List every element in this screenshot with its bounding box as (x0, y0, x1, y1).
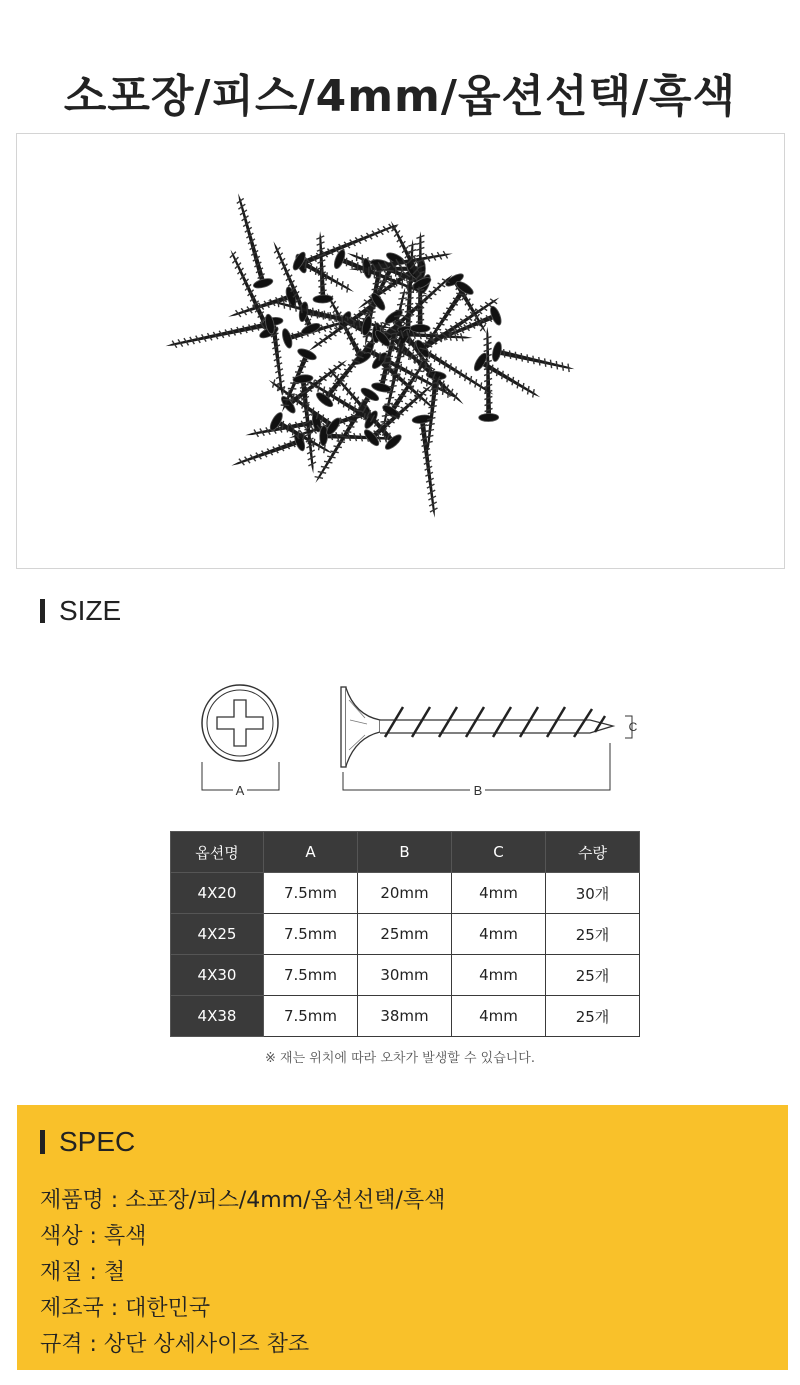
spec-list (40, 1183, 445, 1363)
table-cell: 25mm (358, 914, 452, 955)
table-cell: 25개 (546, 914, 640, 955)
screw-shape (229, 191, 274, 290)
table-cell: 38mm (358, 996, 452, 1037)
table-cell: 25개 (546, 955, 640, 996)
screw-shape (477, 327, 498, 422)
spec-line-origin: 제조국 : 대한민국 (40, 1296, 211, 1321)
table-cell: 20mm (358, 873, 452, 914)
product-photo (16, 133, 785, 569)
table-header-cell: 옵션명 (171, 832, 264, 873)
table-cell: 4mm (452, 955, 546, 996)
table-cell: 4X20 (171, 873, 264, 914)
table-header-cell: C (452, 832, 546, 873)
table-cell: 7.5mm (264, 996, 358, 1037)
table-cell: 7.5mm (264, 873, 358, 914)
section-bar (40, 1130, 45, 1154)
table-cell: 4X30 (171, 955, 264, 996)
table-row (171, 955, 640, 996)
table-row (171, 996, 640, 1037)
page-title: 소포장/피스/4mm/옵션선택/흑색 (63, 71, 737, 122)
table-cell: 4mm (452, 873, 546, 914)
spec-section-header (40, 1126, 135, 1158)
dimension-label-b: B (473, 783, 483, 798)
dimension-label-c: C (628, 720, 638, 734)
screw-shape (228, 431, 307, 475)
table-row (171, 914, 640, 955)
section-bar (40, 599, 45, 623)
table-cell: 4mm (452, 996, 546, 1037)
screw-shape (164, 313, 276, 355)
table-row (171, 873, 640, 914)
spec-line-color: 색상 : 흑색 (40, 1224, 147, 1249)
screw-dimension-diagram (195, 680, 645, 805)
spec-section-label: SPEC (59, 1126, 136, 1157)
size-section-label: SIZE (59, 595, 122, 626)
size-section-header (40, 595, 121, 627)
table-header-cell: 수량 (546, 832, 640, 873)
table-cell: 4X25 (171, 914, 264, 955)
dimension-label-a: A (235, 783, 245, 798)
spec-line-material: 재질 : 철 (40, 1260, 126, 1285)
spec-line-product-name: 제품명 : 소포장/피스/4mm/옵션선택/흑색 (40, 1188, 446, 1213)
table-cell: 30개 (546, 873, 640, 914)
spec-line-dimensions: 규격 : 상단 상세사이즈 참조 (40, 1332, 310, 1357)
screw-side-view (341, 687, 632, 790)
table-header-cell: B (358, 832, 452, 873)
table-cell: 4mm (452, 914, 546, 955)
measurement-note: ※ 재는 위치에 따라 오차가 발생할 수 있습니다. (265, 1051, 535, 1066)
table-header-row (171, 832, 640, 873)
table-cell: 7.5mm (264, 955, 358, 996)
table-header-cell: A (264, 832, 358, 873)
table-cell: 25개 (546, 996, 640, 1037)
table-cell: 4X38 (171, 996, 264, 1037)
screw-shape (491, 341, 577, 379)
screw-pile-image (17, 134, 784, 568)
table-cell: 7.5mm (264, 914, 358, 955)
size-table (170, 831, 640, 1037)
table-cell: 30mm (358, 955, 452, 996)
screw-head-top-view (202, 685, 279, 790)
screw-shape (412, 414, 445, 519)
